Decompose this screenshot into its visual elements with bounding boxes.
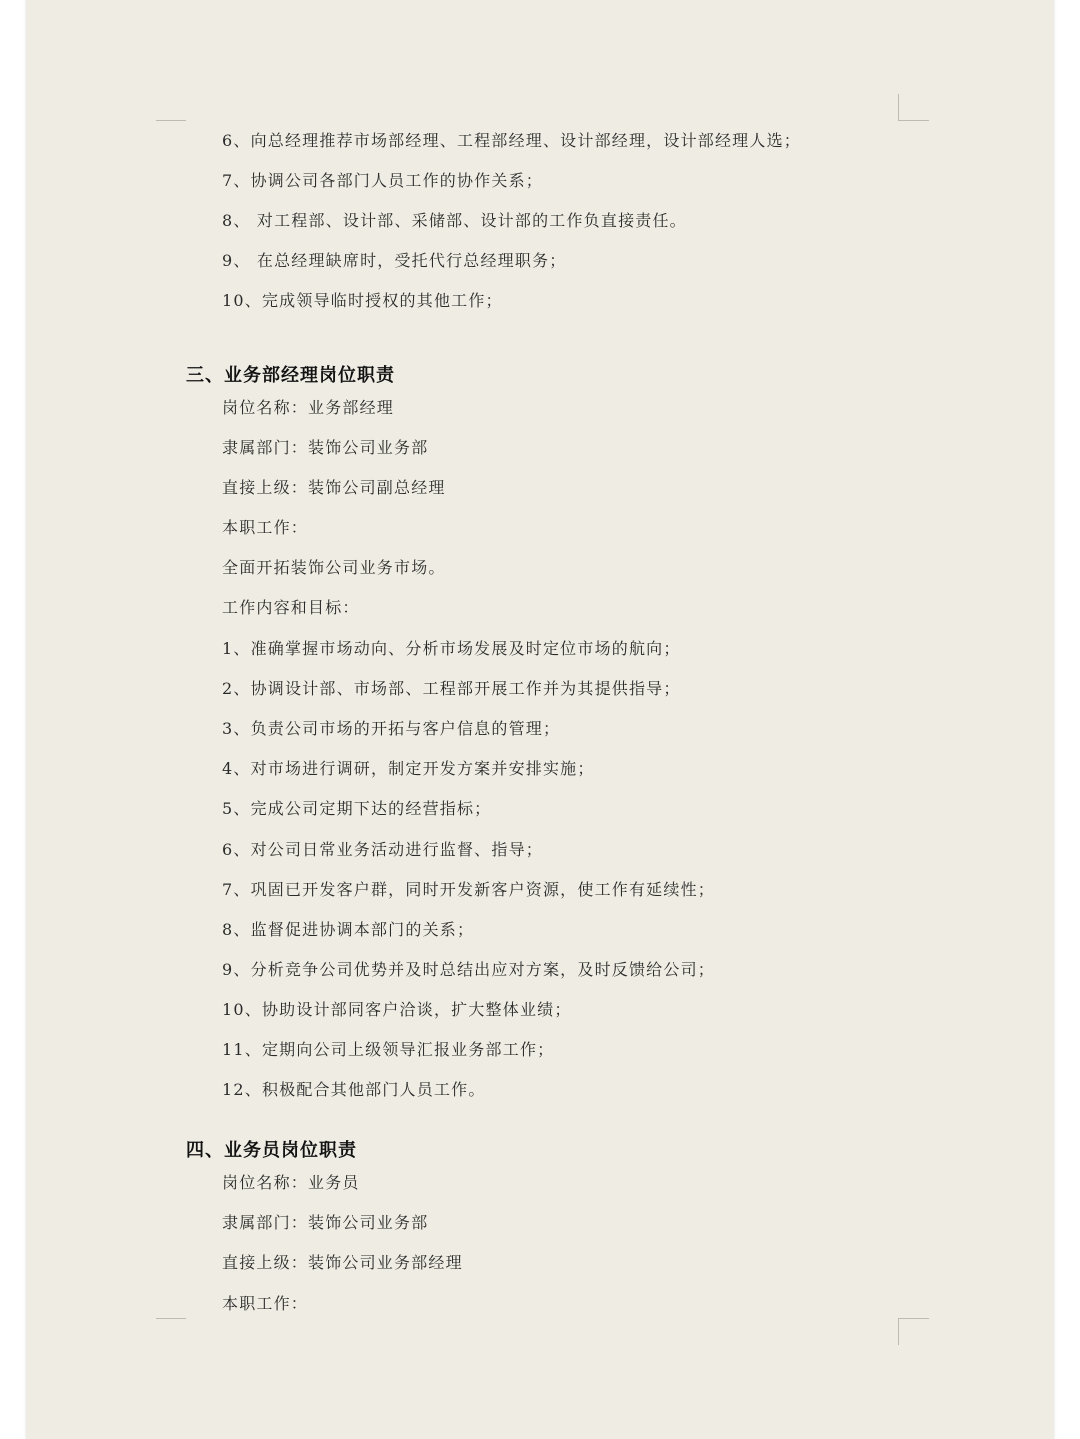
field-job-title: 岗位名称：业务员: [222, 1173, 360, 1192]
margin-corner-bottom-right: [898, 1318, 929, 1345]
field-job-title: 岗位名称：业务部经理: [222, 398, 395, 417]
list-item: 1、准确掌握市场动向、分析市场发展及时定位市场的航向；: [222, 639, 681, 658]
list-item: 12、积极配合其他部门人员工作。: [222, 1080, 486, 1099]
duty-text: 全面开拓装饰公司业务市场。: [222, 558, 446, 577]
list-item: 10、协助设计部同客户洽谈，扩大整体业绩；: [222, 1000, 572, 1019]
list-item: 2、协调设计部、市场部、工程部开展工作并为其提供指导；: [222, 679, 681, 698]
list-item: 7、协调公司各部门人员工作的协作关系；: [222, 171, 543, 190]
list-item: 8、 对工程部、设计部、采储部、设计部的工作负直接责任。: [222, 211, 687, 230]
list-item: 10、完成领导临时授权的其他工作；: [222, 291, 503, 310]
margin-corner-top-right: [898, 94, 929, 121]
list-item: 3、负责公司市场的开拓与客户信息的管理；: [222, 719, 561, 738]
field-supervisor: 直接上级：装饰公司业务部经理: [222, 1253, 463, 1272]
field-duty-label: 本职工作：: [222, 1294, 309, 1313]
margin-corner-bottom-left: [156, 1318, 186, 1319]
document-page: [26, 0, 1054, 1439]
list-item: 6、对公司日常业务活动进行监督、指导；: [222, 840, 543, 859]
field-supervisor: 直接上级：装饰公司副总经理: [222, 478, 446, 497]
list-item: 7、巩固已开发客户群，同时开发新客户资源，使工作有延续性；: [222, 880, 715, 899]
list-item: 8、监督促进协调本部门的关系；: [222, 920, 475, 939]
list-item: 11、定期向公司上级领导汇报业务部工作；: [222, 1040, 555, 1059]
margin-corner-top-left: [156, 120, 186, 121]
field-department: 隶属部门：装饰公司业务部: [222, 438, 429, 457]
field-duty-label: 本职工作：: [222, 518, 309, 537]
list-item: 6、向总经理推荐市场部经理、工程部经理、设计部经理，设计部经理人选；: [222, 131, 801, 150]
section-heading: 三、业务部经理岗位职责: [186, 365, 395, 386]
list-item: 4、对市场进行调研，制定开发方案并安排实施；: [222, 759, 595, 778]
list-item: 9、分析竞争公司优势并及时总结出应对方案，及时反馈给公司；: [222, 960, 715, 979]
list-item: 9、 在总经理缺席时，受托代行总经理职务；: [222, 251, 567, 270]
list-item: 5、完成公司定期下达的经营指标；: [222, 799, 492, 818]
section-heading: 四、业务员岗位职责: [186, 1140, 357, 1161]
goals-label: 工作内容和目标：: [222, 598, 360, 617]
field-department: 隶属部门：装饰公司业务部: [222, 1213, 429, 1232]
